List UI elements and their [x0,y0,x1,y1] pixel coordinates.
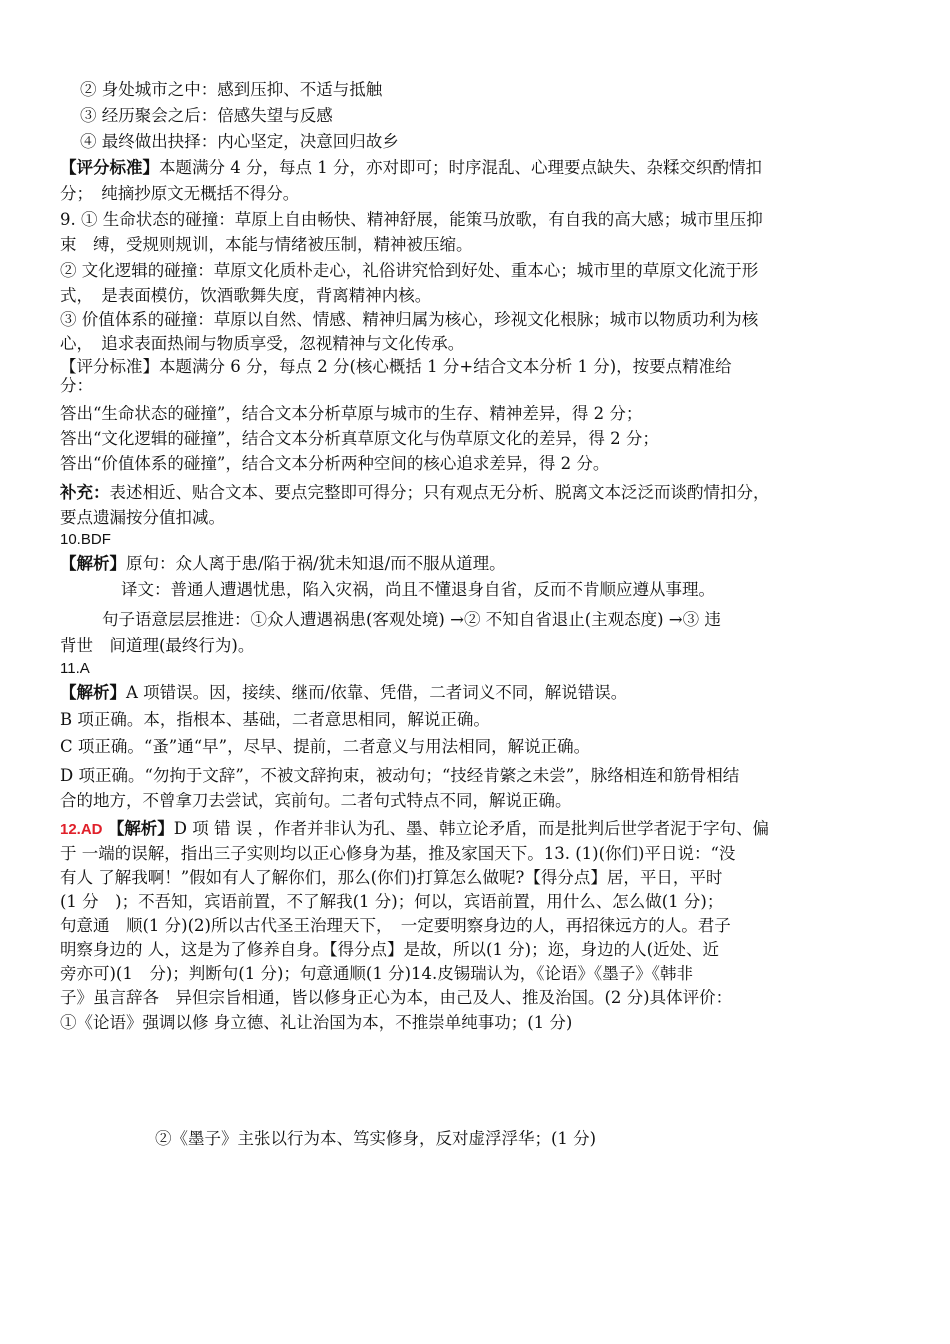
q10-translation: 译文：普通人遭遇忧患，陷入灾祸，尚且不懂退身自省，反而不肯顺应遵从事理。 [121,580,715,599]
q9-supplement [60,481,895,505]
q12-13-line-2: 于 一端的误解，指出三子实则均以正心修身为基，推及家国天下。13. (1)(你们)平日说：“没 [60,844,736,863]
q9-scoring: 【评分标准】本题满分 6 分，每点 2 分(核心概括 1 分+结合文本分析 1 分)，按要点精准给 [60,357,732,376]
q11-analysis-a [60,681,895,705]
supplement-text: 表述相近、贴合文本、要点完整即可得分；只有观点无分析、脱离文本泛泛而谈酌情扣分， [109,483,770,502]
q11-analysis-b: B 项正确。本，指根本、基础，二者意思相同，解说正确。 [60,710,490,729]
analysis-tag: 【解析】 [60,683,126,702]
analysis-text: D 项 错 误 ，作者并非认为孔、墨、韩立论矛盾，而是批判后世学者泥于字句、偏 [173,819,769,838]
q13-line-5: 句意通 顺(1 分)(2)所以古代圣王治理天下， 一定要明察身边的人，再招徕远方的人。君子 [60,916,731,935]
q9-supplement-cont: 要点遗漏按分值扣减。 [60,508,225,527]
q10-structure: 句子语意层层推进：①众人遭遇祸患(客观处境) →② 不知自省退止(主观态度) →③ 违 [102,610,721,629]
q13-14-line-7: 旁亦可)(1 分)；判断句(1 分)；句意通顺(1 分)14.皮锡瑞认为，《论语》《墨子》《韩非 [60,964,694,983]
q8-scoring [60,156,895,180]
q9-point-2-cont: 式， 是表面模仿，饮酒歌舞失度，背离精神内核。 [60,286,432,305]
q11-analysis-d-cont: 合的地方，不曾拿刀去尝试，宾前句。二者句式特点不同，解说正确。 [60,791,572,810]
q9-point-3-cont: 心， 追求表面热闹与物质享受，忽视精神与文化传承。 [60,334,465,353]
q10-answer: 10.BDF [60,531,111,548]
analysis-text: A 项错误。因，接续、继而/依靠、凭借，二者词义不同，解说错误。 [126,683,628,702]
q9-point-2: ② 文化逻辑的碰撞：草原文化质朴走心，礼俗讲究恰到好处、重本心；城市里的草原文化流于形 [60,261,759,280]
scoring-tag: 【评分标准】 [60,158,159,177]
q9-point-3: ③ 价值体系的碰撞：草原以自然、情感、精神归属为核心，珍视文化根脉；城市以物质功利为核 [60,310,759,329]
q9-scoring-cont: 分： [60,376,93,395]
supplement-tag: 补充： [60,483,110,502]
q13-line-6: 明察身边的 人，这是为了修养自身。【得分点】是故，所以(1 分)；迩，身边的人(近处、近 [60,940,720,959]
q11-analysis-d: D 项正确。“勿拘于文辞”，不被文辞拘束，被动句；“技经肯綮之未尝”，脉络相连和筋骨相结 [60,766,740,785]
q14-evaluation-2: ②《墨子》主张以行为本、笃实修身，反对虚浮浮华；(1 分) [155,1129,597,1148]
q10-structure-cont: 背世 间道理(最终行为)。 [60,636,255,655]
analysis-tag: 【解析】 [60,554,126,573]
q11-analysis-c: C 项正确。“蚤”通“早”，尽早、提前，二者意义与用法相同，解说正确。 [60,737,591,756]
q9-answer-3: 答出“价值体系的碰撞”，结合文本分析两种空间的核心追求差异，得 2 分。 [60,454,610,473]
q8-point-4: ④ 最终做出抉择：内心坚定，决意回归故乡 [80,132,399,151]
q14-evaluation-1: ①《论语》强调以修 身立德、礼让治国为本，不推崇单纯事功；(1 分) [60,1013,573,1032]
q14-line-8: 子》虽言辞各 异但宗旨相通，皆以修身正心为本，由己及人、推及治国。(2 分)具体评价： [60,988,733,1007]
q8-point-3: ③ 经历聚会之后：倍感失望与反感 [80,106,333,125]
analysis-text: 原句：众人离于患/陷于祸/犹未知退/而不服从道理。 [126,554,506,573]
q10-analysis [60,552,895,576]
q12-line-1 [60,817,895,842]
q13-line-3: 有人 了解我啊！”假如有人了解你们，那么(你们)打算怎么做呢?【得分点】居，平日，平时 [60,868,723,887]
q13-line-4: (1 分 )；不吾知，宾语前置，不了解我(1 分)；何以，宾语前置，用什么、怎么做(1 分)； [60,892,724,911]
q9-point-1-cont: 束 缚，受规则规训，本能与情绪被压制，精神被压缩。 [60,235,473,254]
q8-scoring-cont: 分； 纯摘抄原文无概括不得分。 [60,184,300,203]
q9-answer-2: 答出“文化逻辑的碰撞”，结合文本分析真草原文化与伪草原文化的差异，得 2 分； [60,429,659,448]
q9-answer-1: 答出“生命状态的碰撞”，结合文本分析草原与城市的生存、精神差异，得 2 分； [60,404,643,423]
q8-point-2: ② 身处城市之中：感到压抑、不适与抵触 [80,80,383,99]
analysis-tag: 【解析】 [107,819,174,838]
q11-answer: 11.A [60,660,90,677]
q9-point-1: 9. ① 生命状态的碰撞：草原上自由畅快、精神舒展，能策马放歌，有自我的高大感；城市里压抑 [60,210,763,229]
scoring-text: 本题满分 4 分，每点 1 分，亦对即可；时序混乱、心理要点缺失、杂糅交织酌情扣 [159,158,762,177]
q12-answer: 12.AD [60,821,103,838]
